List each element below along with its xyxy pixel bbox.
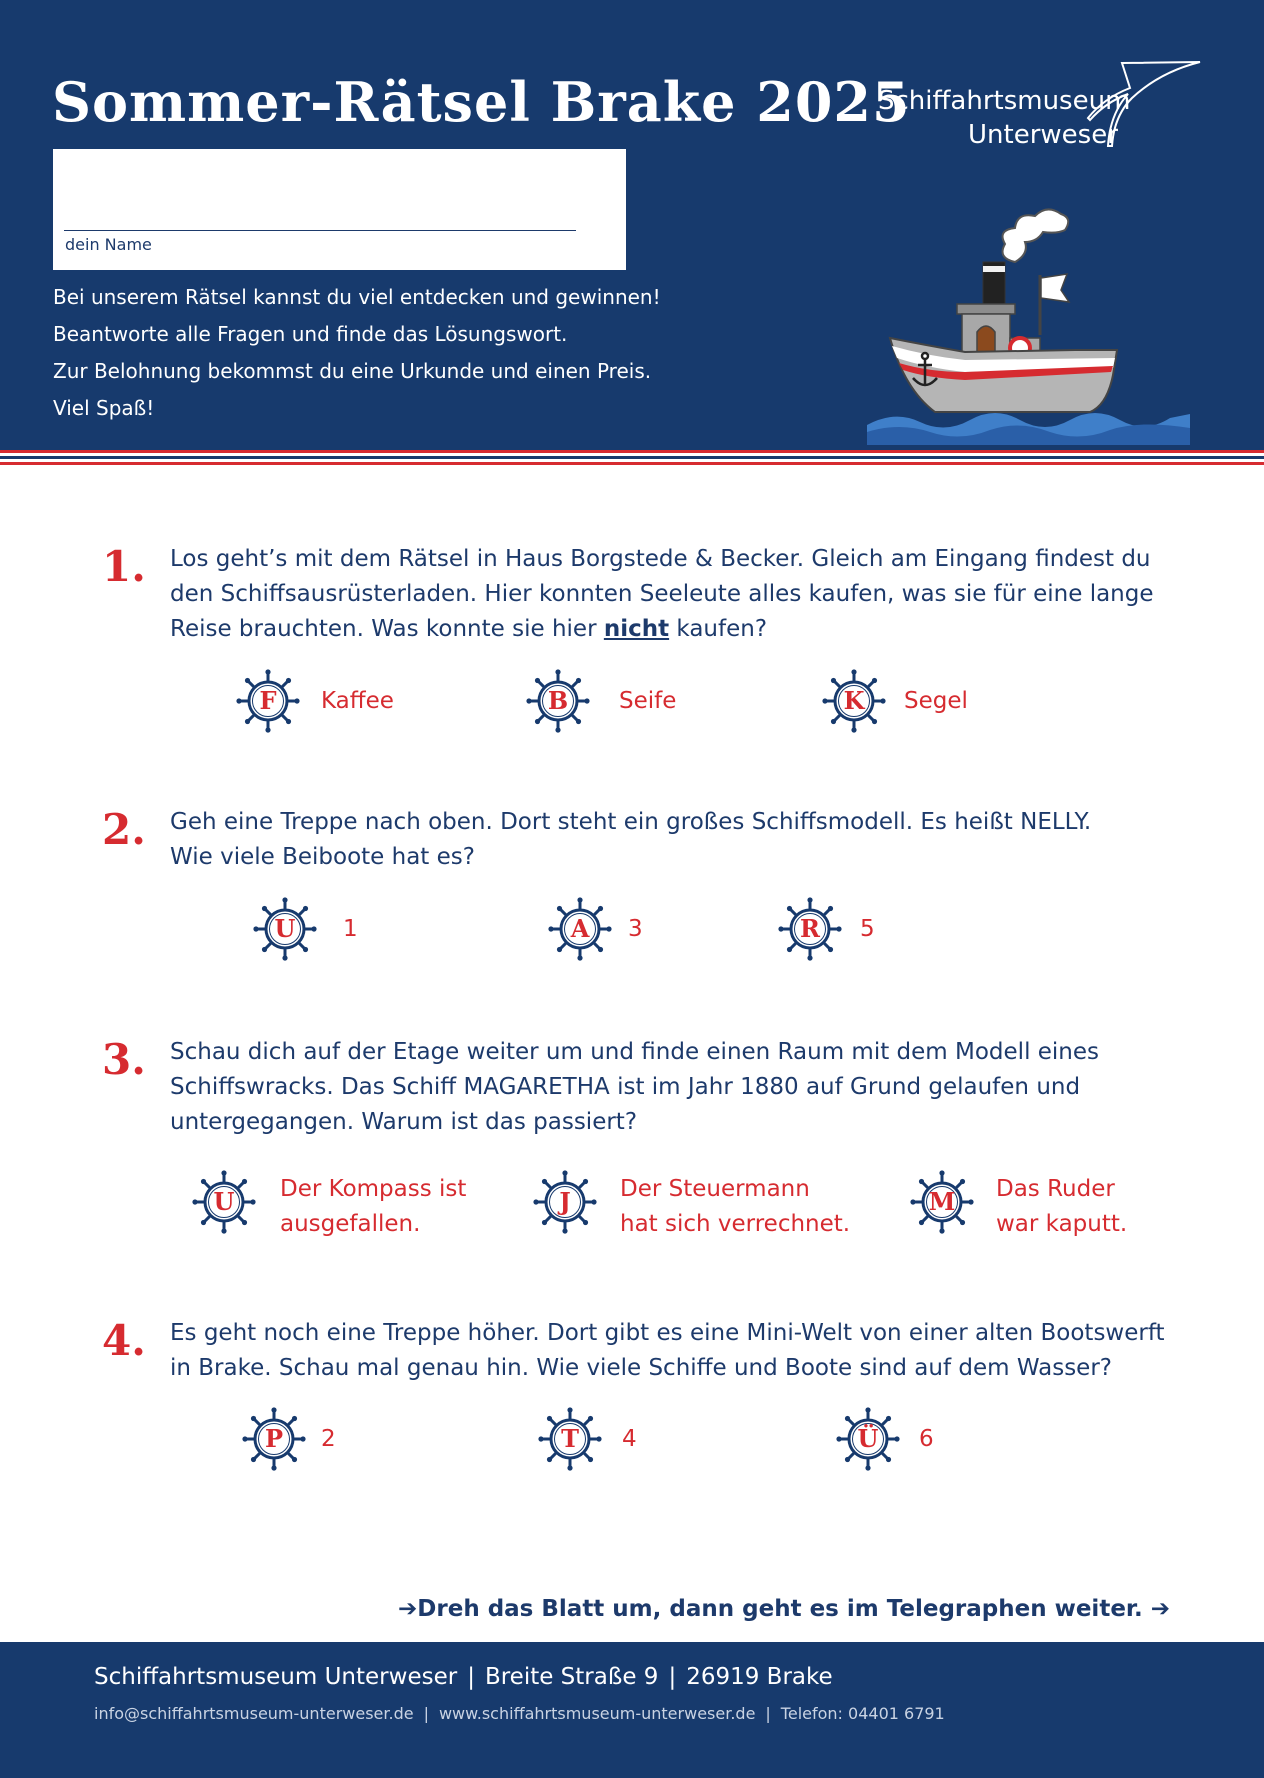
- answer-label-line: ausgefallen.: [280, 1211, 421, 1237]
- answer-label: Seife: [619, 688, 677, 714]
- footer-museum-name: Schiffahrtsmuseum Unterweser: [94, 1664, 458, 1690]
- footer-phone: Telefon: 04401 6791: [780, 1704, 945, 1723]
- header-stripes: [0, 450, 1264, 470]
- turn-page-note: [398, 1596, 1170, 1622]
- answer-letter: M: [928, 1187, 956, 1216]
- answer-label: 3: [628, 916, 643, 942]
- answer-label: 5: [860, 916, 875, 942]
- answer-label: [620, 1172, 850, 1242]
- stripe-red-bottom: [0, 462, 1264, 465]
- footer: [0, 1642, 1264, 1778]
- answer-letter: T: [561, 1424, 579, 1453]
- name-line: [64, 230, 576, 231]
- question-emphasis: nicht: [603, 616, 670, 642]
- answer-label-line: Der Kompass ist: [280, 1176, 467, 1202]
- answer-letter: U: [274, 914, 296, 943]
- stripe-red-top: [0, 450, 1264, 453]
- intro-line-3: Zur Belohnung bekommst du eine Urkunde und einen Preis.: [53, 359, 652, 383]
- question-line: Los geht’s mit dem Rätsel in Haus Borgstede & Becker. Gleich am Eingang findest du: [170, 546, 1151, 572]
- question-line-part: kaufen?: [669, 616, 768, 642]
- answer-letter: F: [259, 686, 277, 715]
- question-line: Schau dich auf der Etage weiter um und finde einen Raum mit dem Modell eines: [170, 1039, 1100, 1065]
- footer-address: [94, 1664, 833, 1690]
- arrow-right-icon: ➔: [1150, 1596, 1171, 1622]
- question-line: Schiffswracks. Das Schiff MAGARETHA ist im Jahr 1880 auf Grund gelaufen und: [170, 1074, 1081, 1100]
- intro-line-4: Viel Spaß!: [53, 396, 155, 420]
- answer-label: [996, 1172, 1127, 1242]
- footer-web-link[interactable]: www.schiffahrtsmuseum-unterweser.de: [438, 1704, 756, 1723]
- turn-page-text: Dreh das Blatt um, dann geht es im Telegraphen weiter.: [417, 1596, 1143, 1622]
- question-line: [170, 612, 1180, 647]
- question-text: [170, 1035, 1180, 1140]
- logo-line-2: Unterweser: [968, 120, 1118, 150]
- footer-street: Breite Straße 9: [484, 1664, 659, 1690]
- question-line: Wie viele Beiboote hat es?: [170, 844, 475, 870]
- answer-letter: U: [213, 1187, 235, 1216]
- stripe-blue: [0, 456, 1264, 459]
- question-line: Geh eine Treppe nach oben. Dort steht ein großes Schiffsmodell. Es heißt NELLY.: [170, 809, 1092, 835]
- question-number: 2.: [102, 805, 146, 854]
- answer-label-line: war kaputt.: [996, 1211, 1128, 1237]
- answer-label-line: Der Steuermann: [620, 1176, 810, 1202]
- steamship-illustration-icon: [865, 200, 1195, 445]
- answer-label: 2: [321, 1426, 336, 1452]
- question-number: 3.: [102, 1035, 146, 1084]
- footer-separator: |: [467, 1664, 475, 1690]
- footer-separator: |: [423, 1704, 429, 1723]
- answer-letter: B: [547, 686, 569, 715]
- answer-letter: R: [800, 914, 820, 943]
- intro-line-2: Beantworte alle Fragen und finde das Lösungswort.: [53, 322, 568, 346]
- answer-label: 1: [343, 916, 358, 942]
- header-banner: [0, 0, 1264, 450]
- name-field[interactable]: [53, 149, 626, 270]
- answer-letter: P: [264, 1424, 284, 1453]
- question-text: [170, 1316, 1180, 1386]
- intro-text: [53, 279, 661, 427]
- answer-letter: A: [570, 914, 590, 943]
- question-number: 4.: [102, 1316, 146, 1365]
- answer-label: [280, 1172, 466, 1242]
- answer-label: 6: [919, 1426, 934, 1452]
- answer-letter: K: [843, 686, 865, 715]
- answer-label: Kaffee: [321, 688, 394, 714]
- arrow-right-icon: ➔: [398, 1596, 418, 1622]
- question-text: [170, 542, 1180, 647]
- answer-letter: J: [559, 1187, 571, 1216]
- question-line: den Schiffsausrüsterladen. Hier konnten Seeleute alles kaufen, was sie für eine lange: [170, 581, 1154, 607]
- footer-contact: [94, 1704, 945, 1723]
- question-line: in Brake. Schau mal genau hin. Wie viele Schiffe und Boote sind auf dem Wasser?: [170, 1355, 1112, 1381]
- logo-line-1: Schiffahrtsmuseum: [878, 86, 1131, 116]
- question-number: 1.: [102, 542, 146, 591]
- answer-label: 4: [622, 1426, 637, 1452]
- intro-line-1: Bei unserem Rätsel kannst du viel entdecken und gewinnen!: [53, 285, 661, 309]
- footer-separator: |: [668, 1664, 677, 1690]
- museum-logo: [860, 58, 1210, 158]
- answer-label-line: Das Ruder: [996, 1176, 1115, 1202]
- question-text: [170, 805, 1180, 875]
- name-label: dein Name: [65, 235, 152, 254]
- question-line: Es geht noch eine Treppe höher. Dort gibt es eine Mini-Welt von einer alten Bootswerft: [170, 1320, 1165, 1346]
- footer-email-link[interactable]: info@schiffahrtsmuseum-unterweser.de: [94, 1704, 414, 1723]
- footer-city: 26919 Brake: [686, 1664, 833, 1690]
- footer-separator: |: [765, 1704, 771, 1723]
- answer-letter: Ü: [857, 1424, 879, 1453]
- question-line-part: Reise brauchten. Was konnte sie hier: [170, 616, 604, 642]
- page-title: Sommer-Rätsel Brake 2025: [52, 70, 911, 134]
- answer-label-line: hat sich verrechnet.: [620, 1211, 851, 1237]
- answer-label: Segel: [904, 688, 968, 714]
- question-line: untergegangen. Warum ist das passiert?: [170, 1109, 638, 1135]
